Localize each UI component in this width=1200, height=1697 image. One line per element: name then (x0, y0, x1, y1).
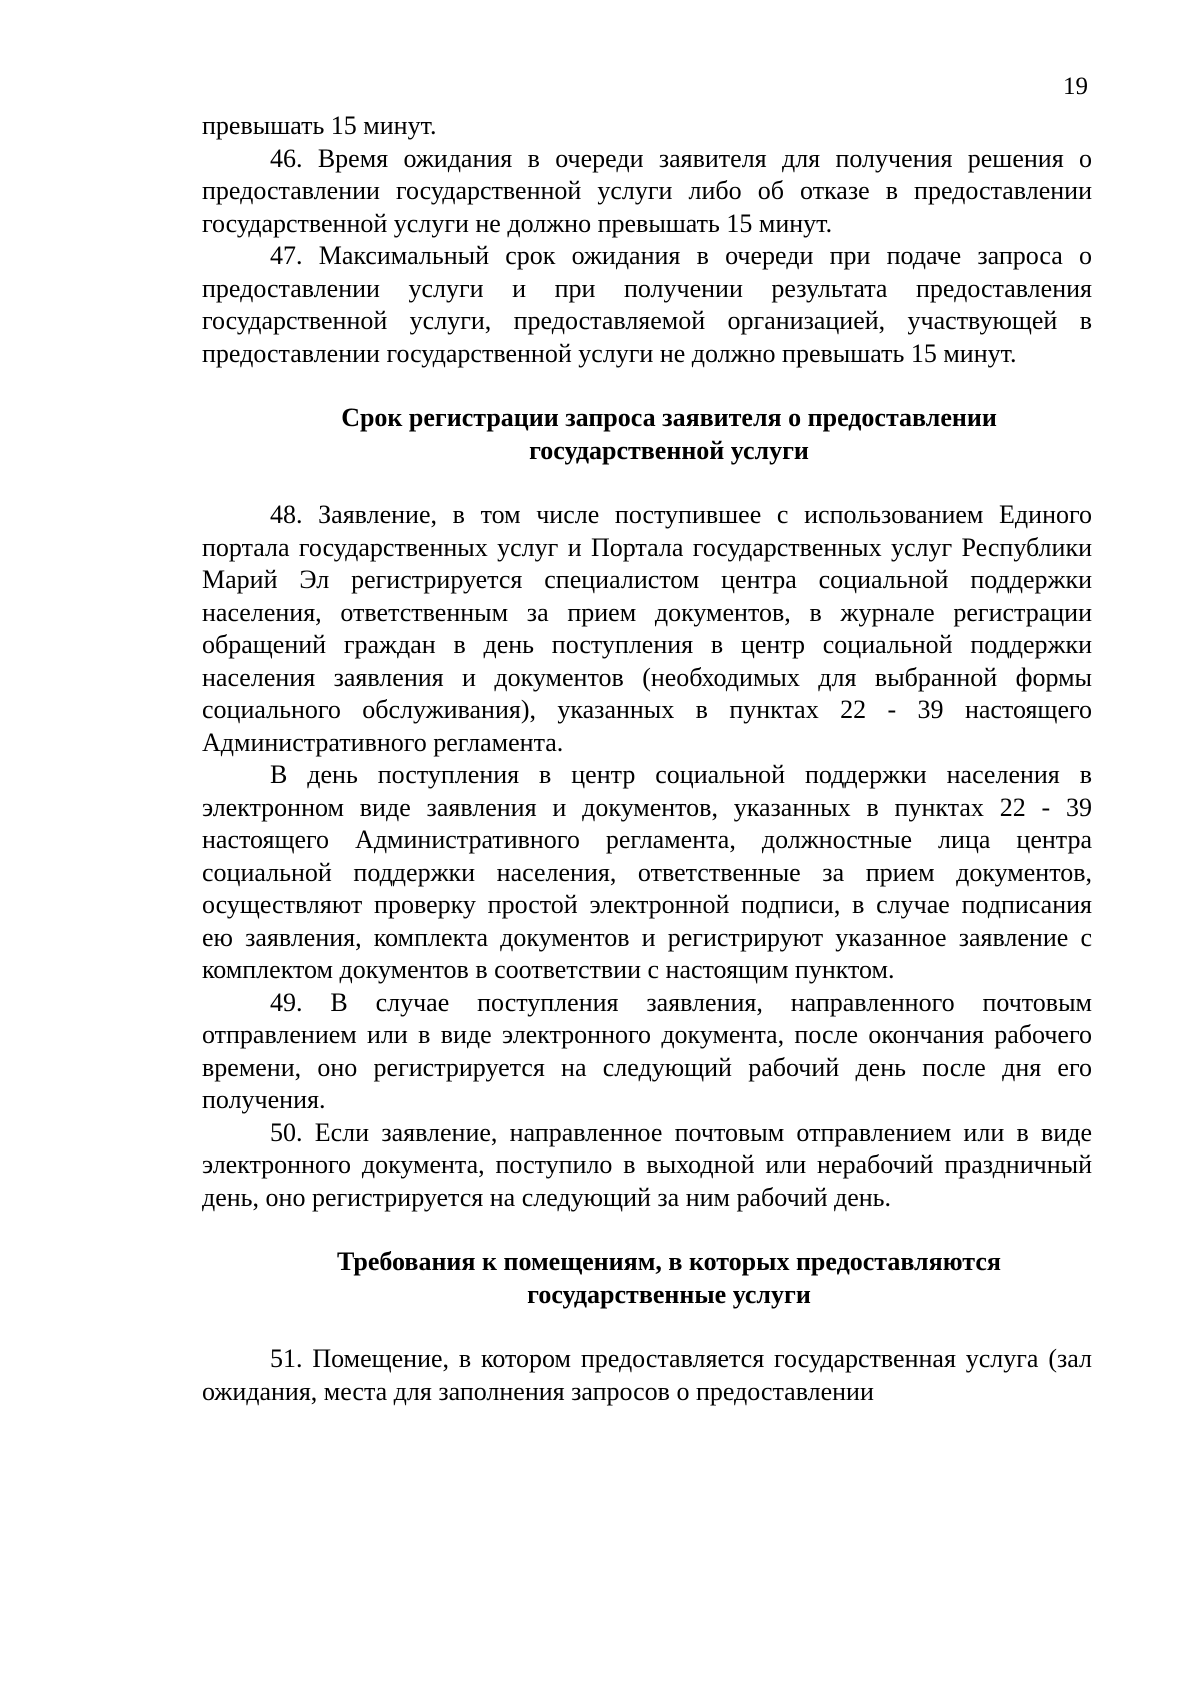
section-heading-line: государственные услуги (527, 1279, 811, 1309)
section-gap (202, 1311, 1092, 1343)
paragraph: 46. Время ожидания в очереди заявителя для получения решения о предоставлении государственной услуги либо об отказе в предоставлении государственной услуги не должно превышать 15 минут. (202, 143, 1092, 238)
paragraph: 51. Помещение, в котором предоставляется государственная услуга (зал ожидания, места для заполнения запросов о предоставлении (202, 1344, 1092, 1406)
paragraph: 49. В случае поступления заявления, направленного почтовым отправлением или в виде электронного документа, после окончания рабочего времени, оно регистрируется на следующий рабочий день после дня его получения. (202, 987, 1092, 1114)
section-heading (202, 402, 1092, 467)
paragraph: 47. Максимальный срок ожидания в очереди при подаче запроса о предоставлении услуги и при получении результата предоставления государственной услуги, предоставляемой организацией, участвующей в предоставлении государственной услуги не должно превышать 15 минут. (202, 241, 1092, 368)
section-gap (202, 370, 1092, 402)
paragraph: В день поступления в центр социальной поддержки населения в электронном виде заявления и документов, указанных в пунктах 22 - 39 настоящего Административного регламента, должностные лица центра социальной поддержки населения, ответственные за прием документов, осуществляют проверку простой электронной подписи, в случае подписания ею заявления, комплекта документов и регистрируют указанное заявление с комплектом документов в соответствии с настоящим пунктом. (202, 760, 1092, 984)
paragraph: 50. Если заявление, направленное почтовым отправлением или в виде электронного документа, поступило в выходной или нерабочий праздничный день, оно регистрируется на следующий за ним рабочий день. (202, 1117, 1092, 1212)
page-number: 19 (1063, 73, 1088, 100)
section-heading-line: государственной услуги (529, 435, 809, 465)
paragraph: превышать 15 минут. (202, 111, 437, 140)
document-body (202, 110, 1092, 1408)
section-gap (202, 467, 1092, 499)
section-heading (202, 1246, 1092, 1311)
section-heading-line: Требования к помещениям, в которых предоставляются (337, 1247, 1001, 1276)
section-heading-line: Срок регистрации запроса заявителя о предоставлении (341, 403, 997, 432)
paragraph: 48. Заявление, в том числе поступившее с использованием Единого портала государственных услуг и Портала государственных услуг Республики Марий Эл регистрируется специалистом центра социальной поддержки населения, ответственным за прием документов, в журнале регистрации обращений граждан в день поступления в центр социальной поддержки населения заявления и документов (необходимых для выбранной формы социального обслуживания), указанных в пунктах 22 - 39 настоящего Административного регламента. (202, 500, 1092, 757)
section-gap (202, 1214, 1092, 1246)
